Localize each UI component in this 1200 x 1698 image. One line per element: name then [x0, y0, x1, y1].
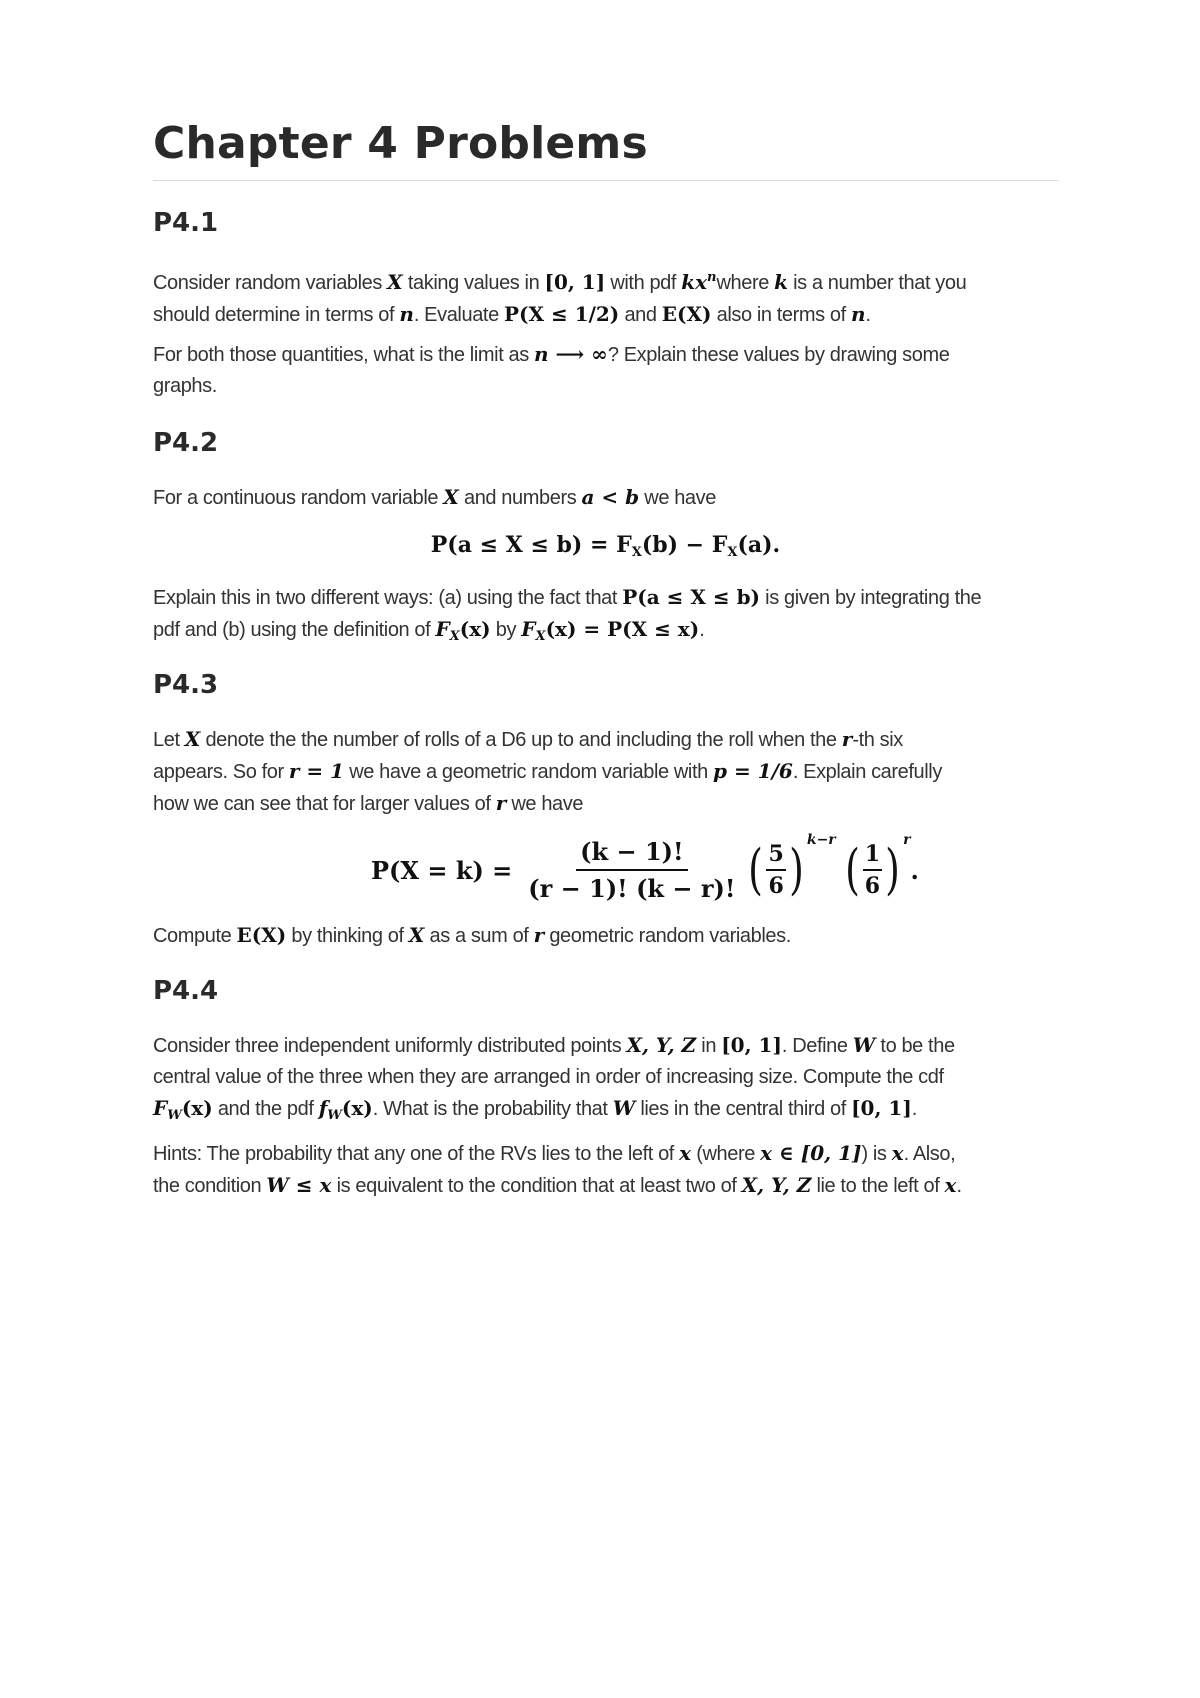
page-title: Chapter 4 Problems: [153, 118, 648, 169]
p4-3-compute: Compute E(X) by thinking of X as a sum of r geometric random variables.: [153, 923, 791, 947]
p4-2-intro: For a continuous random variable X and numbers a < b we have: [153, 485, 716, 509]
p4-1-statement: Consider random variables X taking values in [0, 1] with pdf $kx^nwhere$ k is a number that you should determine in terms of n. Evaluate P(X ≤ 1/2) and E(X) also in terms of n.: [153, 270, 967, 326]
heading-p4-3: P4.3: [153, 670, 219, 700]
p4-4-statement: Consider three independent uniformly distributed points X, Y, Z in [0, 1]. Define W to be the central value of the three when they are arranged in order of increasing size. Compute the cdf $F_W(x)$ and the pdf $f_W(x)$. What is the probability that W lies in the central third of [0, 1].: [153, 1033, 955, 1123]
heading-p4-4: P4.4: [153, 976, 219, 1006]
p4-1-question: For both those quantities, what is the limit as n ⟶ ∞? Explain these values by drawing some graphs.: [153, 342, 950, 397]
p4-4-hints: Hints: The probability that any one of the RVs lies to the left of x (where x ∈ [0, 1]) is x. Also, the condition W ≤ x is equivalent to the condition that at least two of X, Y, Z lie to the left of x.: [153, 1141, 962, 1197]
p4-2-display-formula: $P(a \le X \le b) = F_X(b) - F_X(a)$.: [430, 532, 781, 560]
heading-p4-2: P4.2: [153, 428, 219, 458]
heading-p4-1: P4.1: [153, 208, 219, 238]
p4-3-pmf-formula: P(X = k) = $\frac{(k - 1)!}{(r - 1)! (k - r)!}$ ( $\frac{5}{6}$ ) k−r ( $\frac{1}{6}$ ) r .: [371, 832, 919, 903]
p4-3-statement: Let X denote the the number of rolls of a D6 up to and including the roll when the r-th six appears. So for r = 1 we have a geometric random variable with p = 1/6. Explain carefully how we can see that for larger values of r we have: [153, 727, 942, 815]
title-divider: [153, 180, 1058, 181]
p4-2-explain: Explain this in two different ways: (a) using the fact that P(a ≤ X ≤ b) is given by integrating the pdf and (b) using the definition of $F_X(x)$ by $F_X(x) = P(X \le x)$.: [153, 585, 982, 644]
pmf-fraction: $\frac{(k - 1)!}{(r - 1)! (k - r)!}$: [528, 837, 736, 903]
